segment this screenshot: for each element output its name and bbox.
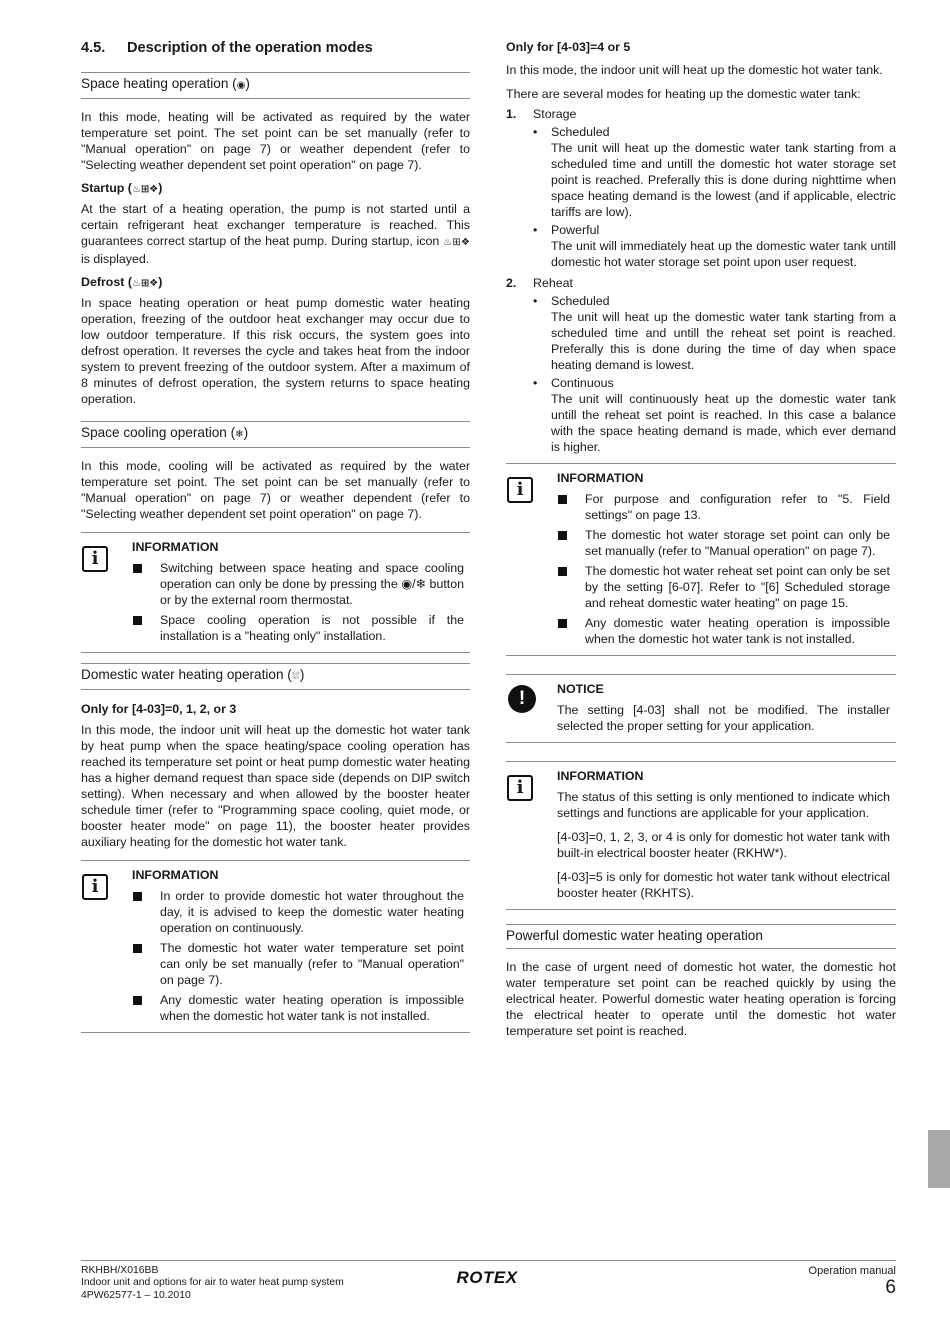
space-cooling-heading-text: Space cooling operation ( bbox=[81, 425, 236, 440]
info-item bbox=[132, 612, 464, 644]
startup-label: Startup ( bbox=[81, 181, 132, 195]
footer-manual: Operation manual bbox=[808, 1265, 896, 1277]
list-label: Reheat bbox=[533, 276, 573, 290]
info-item-text: The domestic hot water storage set point can only be set manually (refer to "Manual operation" on page 7). bbox=[585, 528, 890, 558]
space-heating-intro: In this mode, heating will be activated as required by the water temperature set point. The set point can be set manually (refer to "Manual operation" on page 7) or weather dependent (refer to "Selecting weather dependent set point operation" on page 7). bbox=[81, 110, 470, 172]
list-item-reheat bbox=[506, 275, 896, 455]
list-number: 2. bbox=[506, 276, 517, 290]
info-item bbox=[132, 992, 464, 1024]
info-title: INFORMATION bbox=[132, 868, 219, 882]
cooling-icon: ❄ bbox=[235, 429, 244, 440]
section-number: 4.5. bbox=[81, 40, 106, 56]
rotex-logo bbox=[455, 1267, 519, 1289]
info-item bbox=[557, 527, 890, 559]
bullet-dot-icon: • bbox=[533, 223, 538, 237]
info-item-text: In order to provide domestic hot water throughout the day, it is advised to keep the domestic water heating operation on continuously. bbox=[160, 889, 464, 935]
information-icon: i bbox=[507, 477, 533, 503]
info-title: INFORMATION bbox=[557, 471, 644, 485]
info-item bbox=[132, 888, 464, 936]
space-heating-heading bbox=[81, 72, 470, 99]
info-item-text: The domestic hot water water temperature set point can only be set manually (refer to "Manual operation" on page 7). bbox=[160, 941, 464, 987]
info-paragraph: [4-03]=5 is only for domestic hot water tank without electrical booster heater (RKHTS). bbox=[557, 870, 890, 900]
logo-text: ROTEX bbox=[456, 1268, 518, 1287]
space-heating-heading-text: Space heating operation ( bbox=[81, 76, 237, 91]
sub-item bbox=[533, 293, 896, 373]
heating-icon: ◉ bbox=[236, 80, 246, 91]
sub-item-text: The unit will heat up the domestic water tank starting from a scheduled time and untill the reheat set point is reached. Preferally this is done during the time of day when space heating demand is lowest. bbox=[551, 310, 896, 372]
sub-item-title: Scheduled bbox=[551, 294, 610, 308]
defrost-label: Defrost ( bbox=[81, 275, 132, 289]
heading-close: ) bbox=[243, 425, 249, 440]
domestic-water-text: In this mode, the indoor unit will heat up the domestic hot water tank by heat pump when the space heating/space cooling operation has reached its temperature set point or heat pump domestic water heating has a higher demand request than space side (depends on DIP switch setting). When necessary and when allowed by the booster heater schedule timer (refer to "Programming space cooling, quiet mode, or booster heater mode" on page 11), the booster heater provides auxiliary heating for the domestic hot water tank. bbox=[81, 723, 470, 849]
domestic-water-heading bbox=[81, 663, 470, 690]
notice-title: NOTICE bbox=[557, 682, 604, 696]
sub-item bbox=[533, 124, 896, 220]
warning-icon: ! bbox=[508, 685, 536, 713]
sub-item-title: Scheduled bbox=[551, 125, 610, 139]
information-icon: i bbox=[507, 775, 533, 801]
defrost-text: In space heating operation or heat pump domestic water heating operation, freezing of the outdoor heat exchanger may occur due to low outdoor temperature. If this risk occurs, the system goes into defrost operation. It reverses the cycle and takes heat from the indoor system to prevent freezing of the outdoor system. After a maximum of 8 minutes of defrost operation, the system returns to space heating operation. bbox=[81, 296, 470, 406]
domestic-info-box bbox=[81, 860, 470, 1033]
info-item bbox=[557, 491, 890, 523]
sub-item bbox=[533, 222, 896, 270]
info-item-text: Switching between space heating and space cooling operation can only be done by pressing the ◉/❄ button or by the external room thermostat. bbox=[160, 561, 464, 607]
heading-close: ) bbox=[245, 76, 250, 91]
information-icon: i bbox=[82, 874, 108, 900]
bullet-dot-icon: • bbox=[533, 294, 538, 308]
heading-close: ) bbox=[299, 667, 305, 682]
bullet-square-icon bbox=[133, 616, 142, 625]
section-title-text: Description of the operation modes bbox=[127, 40, 373, 56]
bullet-square-icon bbox=[133, 564, 142, 573]
sub-item-text: The unit will heat up the domestic water tank starting from a scheduled time and untill the domestic hot water storage set point is reached. Preferally this is done during nighttime when space heating demand is the lowest (and if applicable, electric tariffs are low). bbox=[551, 141, 896, 219]
left-column bbox=[81, 36, 470, 1043]
info-item bbox=[132, 940, 464, 988]
heading-close: ) bbox=[158, 181, 163, 195]
startup-icon: ♨⊞❖ bbox=[131, 184, 159, 195]
list-number: 1. bbox=[506, 107, 517, 121]
right-info-box-2 bbox=[506, 761, 896, 910]
space-cooling-heading bbox=[81, 421, 470, 448]
only-for-0123: Only for [4-03]=0, 1, 2, or 3 bbox=[81, 702, 237, 716]
sub-item-text: The unit will immediately heat up the domestic water tank untill domestic hot water storage set point upon user request. bbox=[551, 239, 896, 269]
sub-item-title: Continuous bbox=[551, 376, 614, 390]
information-icon: i bbox=[82, 546, 108, 572]
heading-close: ) bbox=[158, 275, 163, 289]
info-item-text: Any domestic water heating operation is impossible when the domestic hot water tank is not installed. bbox=[160, 993, 464, 1023]
bullet-square-icon bbox=[133, 996, 142, 1005]
footer-divider bbox=[81, 1260, 896, 1261]
bullet-square-icon bbox=[558, 567, 567, 576]
footer-left bbox=[81, 1265, 344, 1302]
info-item bbox=[132, 560, 464, 608]
powerful-heading: Powerful domestic water heating operation bbox=[506, 924, 896, 949]
startup-text-2: is displayed. bbox=[81, 252, 150, 266]
bullet-square-icon bbox=[133, 892, 142, 901]
sub-item bbox=[533, 375, 896, 455]
right-p2: There are several modes for heating up the domestic water tank: bbox=[506, 87, 861, 101]
notice-text: The setting [4-03] shall not be modified. The installer selected the proper setting for your application. bbox=[557, 703, 890, 733]
info-item bbox=[557, 615, 890, 647]
list-label: Storage bbox=[533, 107, 577, 121]
info-title: INFORMATION bbox=[557, 769, 644, 783]
info-item bbox=[557, 563, 890, 611]
bullet-square-icon bbox=[558, 619, 567, 628]
footer-right bbox=[809, 1265, 896, 1298]
chapter-tab-marker bbox=[928, 1130, 950, 1188]
info-item-text: Any domestic water heating operation is impossible when the domestic hot water tank is not installed. bbox=[585, 616, 890, 646]
info-item-text: For purpose and configuration refer to "5. Field settings" on page 13. bbox=[585, 492, 890, 522]
space-cooling-intro: In this mode, cooling will be activated as required by the water temperature set point. The set point can be set manually (refer to "Manual operation" on page 7) or weather dependent (refer to "Selecting weather dependent set point operation" on page 7). bbox=[81, 459, 470, 521]
bullet-square-icon bbox=[558, 495, 567, 504]
footer-description: Indoor unit and options for air to water heat pump system bbox=[81, 1277, 344, 1289]
bullet-square-icon bbox=[133, 944, 142, 953]
startup-inline-icon: ♨⊞❖ bbox=[443, 237, 470, 248]
notice-box bbox=[506, 674, 896, 743]
startup-heading bbox=[81, 181, 470, 195]
domestic-water-heading-text: Domestic water heating operation ( bbox=[81, 667, 292, 682]
bullet-dot-icon: • bbox=[533, 125, 538, 139]
right-column bbox=[506, 40, 896, 1039]
only-for-45: Only for [4-03]=4 or 5 bbox=[506, 40, 631, 54]
bullet-dot-icon: • bbox=[533, 376, 538, 390]
startup-text bbox=[81, 201, 470, 267]
info-title: INFORMATION bbox=[132, 540, 219, 554]
tap-icon: ⛆ bbox=[291, 671, 300, 682]
bullet-square-icon bbox=[558, 531, 567, 540]
right-p1: In this mode, the indoor unit will heat up the domestic hot water tank. bbox=[506, 63, 883, 77]
footer-model: RKHBH/X016BB bbox=[81, 1265, 159, 1276]
section-title bbox=[81, 40, 470, 56]
sub-item-title: Powerful bbox=[551, 223, 600, 237]
sub-item-text: The unit will continuously heat up the domestic water tank untill the reheat set point is reached. In this case a balance with the space heating demand is made, which ever demand is higher. bbox=[551, 392, 896, 454]
info-item-text: The domestic hot water reheat set point can only be set by the setting [6-07]. Refer to "[6] Scheduled storage and reheat domestic water heating" on page 15. bbox=[585, 564, 890, 610]
list-item-storage bbox=[506, 106, 896, 270]
info-paragraph: [4-03]=0, 1, 2, 3, or 4 is only for domestic hot water tank with built-in electrical booster heater (RKHW*). bbox=[557, 830, 890, 860]
defrost-heading bbox=[81, 275, 470, 289]
footer-code: 4PW62577-1 – 10.2010 bbox=[81, 1289, 191, 1301]
right-info-box-1 bbox=[506, 463, 896, 656]
cooling-info-box bbox=[81, 532, 470, 653]
info-paragraph: The status of this setting is only mentioned to indicate which settings and functions are applicable for your application. bbox=[557, 790, 890, 820]
startup-text-1: At the start of a heating operation, the pump is not started until a certain refrigerant heat exchanger temperature is reached. This guarantees correct startup of the heat pump. During startup, icon bbox=[81, 202, 470, 248]
powerful-text: In the case of urgent need of domestic hot water, the domestic hot water temperature set point can be reached quickly by using the electrical heater. Powerful domestic water heating operation is forcing the electrical heater to operate until the domestic hot water temperature set point is reached. bbox=[506, 960, 896, 1038]
defrost-icon: ♨⊞❖ bbox=[131, 278, 159, 289]
info-item-text: Space cooling operation is not possible if the installation is a "heating only" installation. bbox=[160, 613, 464, 643]
page-number: 6 bbox=[885, 1277, 896, 1298]
